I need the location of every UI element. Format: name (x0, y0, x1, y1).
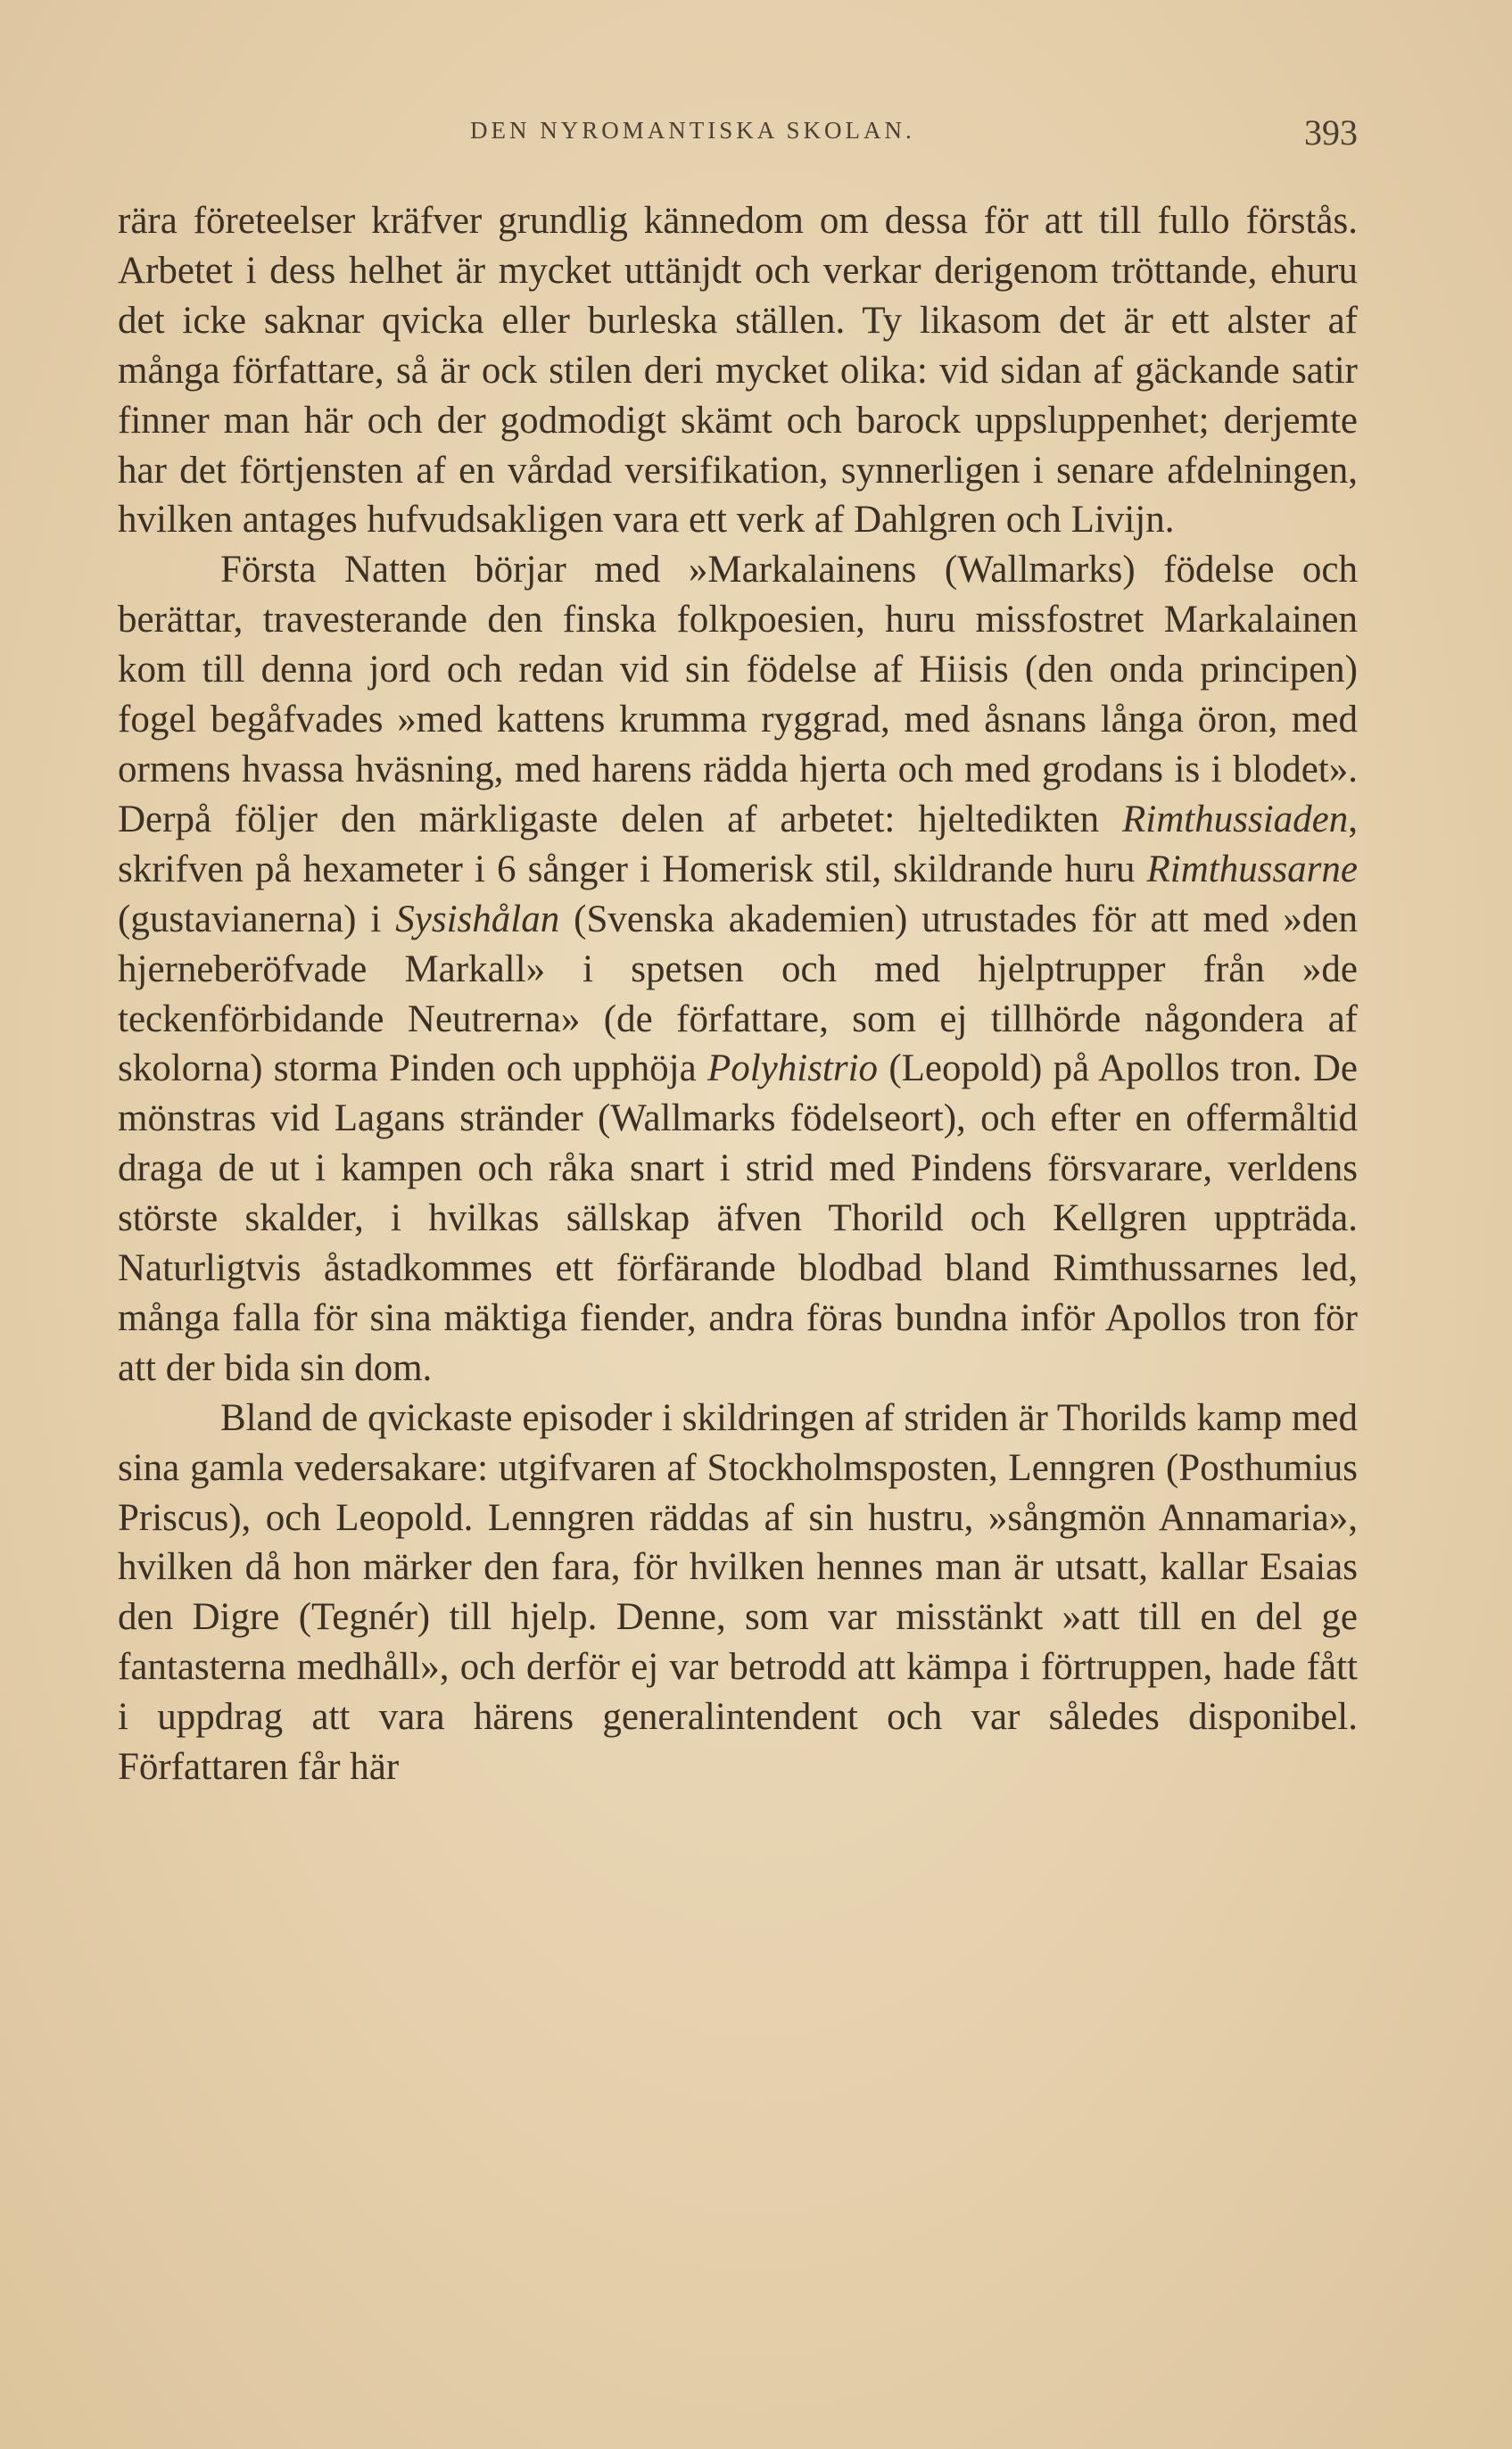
text-segment: (Leopold) på Apollos tron. De mönstras vid Lagans stränder (Wallmarks födelseort), och efter en offermåltid draga de ut i kampen och råka snart i strid med Pindens försvarare, verldens störste skalder, i hvilkas sällskap äfven Thorild och Kellgren uppträda. Naturligtvis åstadkommes ett förfärande blodbad bland Rimthussarnes led, många falla för sina mäktiga fiender, andra föras bundna inför Apollos tron för att der bida sin dom. (118, 1047, 1358, 1389)
running-title: DEN NYROMANTISKA SKOLAN. (470, 117, 915, 144)
text-segment: (Svenska akademien) utrustades för att med »den hjerneberöfvade Markall» i spetsen och med hjelptrupper från »de teckenförbidande Neutrerna» (de författare, som ej tillhörde någondera af skolorna) storma Pinden och upphöja (118, 898, 1359, 1090)
paragraph (118, 1394, 1358, 1792)
text-segment: (gustavianerna) i (118, 898, 396, 940)
italic-title: Rimthussiaden (1122, 798, 1349, 840)
page-header (118, 112, 1358, 156)
paragraph (118, 196, 1358, 545)
italic-title: Sysishålan (395, 898, 560, 940)
text-segment: , skrifven på hexameter i 6 sånger i Homerisk stil, skildrande huru (118, 798, 1358, 890)
text-segment: Första Natten börjar med »Markalainens (Wallmarks) födelse och berättar, travesterande den finska folkpoesien, huru missfostret Markalainen kom till denna jord och redan vid sin födelse af Hiisis (den onda principen) fogel begåfvades »med kattens krumma ryggrad, med åsnans långa öron, med ormens hvassa hväsning, med harens rädda hjerta och med grodans is i blodet». Derpå följer den märkligaste delen af arbetet: hjeltedikten (118, 549, 1358, 840)
italic-title: Polyhistrio (706, 1047, 879, 1090)
text-segment: Bland de qvickaste episoder i skildringen af striden är Thorilds kamp med sina gamla vedersakare: utgifvaren af Stockholmsposten, Lenngren (Posthumius Priscus), och Leopold. Lenngren räddas af sin hustru, »sångmön Annamaria», hvilken då hon märker den fara, för hvilken hennes man är utsatt, kallar Esaias den Digre (Tegnér) till hjelp. Denne, som var misstänkt »att till en del ge fantasterna medhåll», och derför ej var betrodd att kämpa i förtruppen, hade fått i uppdrag att vara härens generalintendent och var således disponibel. Författaren får här (118, 1396, 1358, 1789)
body-text (118, 196, 1358, 1792)
text-segment: rära företeelser kräfver grundlig kännedom om dessa för att till fullo förstås. Arbetet i dess helhet är mycket uttänjdt och verkar derigenom tröttande, ehuru det icke saknar qvicka eller burleska ställen. Ty likasom det är ett alster af många författare, så är ock stilen deri mycket olika: vid sidan af gäckande satir finner man här och der godmodigt skämt och barock uppsluppenhet; derjemte har det förtjensten af en vårdad versifikation, synnerligen i senare afdelningen, hvilken antages hufvudsakligen vara ett verk af Dahlgren och Livijn. (118, 200, 1358, 542)
paragraph (118, 545, 1358, 1393)
page-number: 393 (1304, 112, 1358, 153)
italic-title: Rimthussarne (1146, 848, 1358, 890)
